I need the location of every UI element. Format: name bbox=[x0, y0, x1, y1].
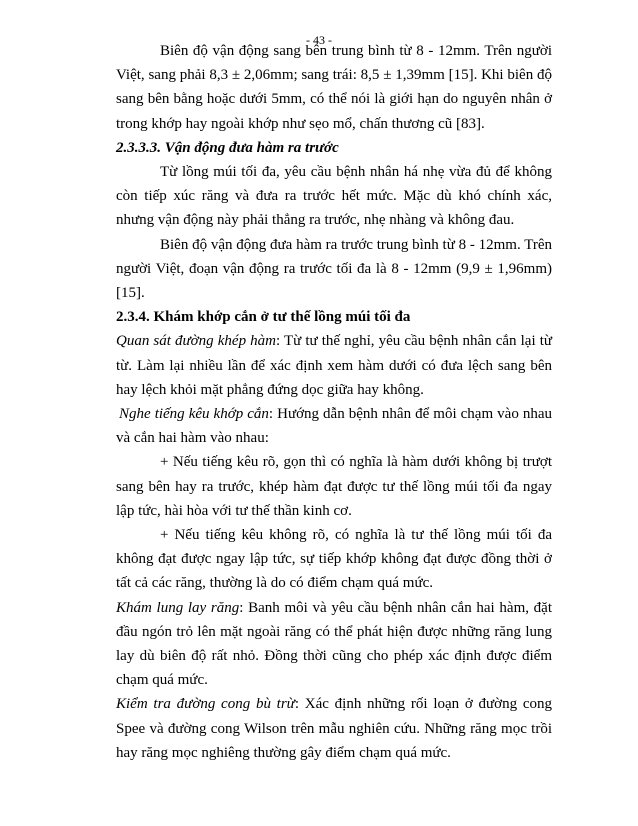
paragraph-lateral-range: Biên độ vận động sang bên trung bình từ 8 - 12mm. Trên người Việt, sang phải 8,3 ± 2,06mm; sang trái: 8,5 ± 1,39mm [15]. Khi biên độ sang bên bằng hoặc dưới 5mm, có thể nói là giới hạn do nguyên nhân ở trong khớp hay ngoài khớp như sẹo mổ, chấn thương cũ [83]. bbox=[116, 43, 552, 132]
text-compensating-curve: : Xác định những rối loạn ở đường cong Spee và đường cong Wilson trên mẫu nghiên cứu. Những răng mọc trồi hay răng mọc nghiêng thường gây điểm chạm quá mức. bbox=[116, 696, 552, 761]
section-heading-2-3-4: 2.3.4. Khám khớp cắn ở tư thế lồng múi tối đa bbox=[116, 309, 411, 326]
paragraph-protrusion-range: Biên độ vận động đưa hàm ra trước trung bình từ 8 - 12mm. Trên người Việt, đoạn vận động ra trước tối đa là 8 - 12mm (9,9 ± 1,96mm) [15]. bbox=[116, 236, 552, 302]
paragraph-compensating-curve bbox=[116, 692, 552, 765]
term-tooth-mobility: Khám lung lay răng bbox=[116, 599, 240, 616]
paragraph-occlusal-sound bbox=[116, 402, 552, 450]
text-tooth-mobility: : Banh môi và yêu cầu bệnh nhân cắn hai hàm, đặt đầu ngón trỏ lên mặt ngoài răng có thể phát hiện được những răng lung lay dù biên độ rất nhỏ. Đồng thời cũng cho phép xác định được điểm chạm quá mức. bbox=[116, 599, 553, 689]
term-occlusal-sound: Nghe tiếng kêu khớp cắn bbox=[119, 406, 269, 423]
page-number: - 43 - bbox=[306, 33, 332, 47]
term-closing-path: Quan sát đường khép hàm bbox=[116, 333, 276, 350]
term-compensating-curve: Kiểm tra đường cong bù trừ bbox=[116, 696, 295, 713]
paragraph-clear-sound: + Nếu tiếng kêu rõ, gọn thì có nghĩa là hàm dưới không bị trượt sang bên hay ra trước, khép hàm đạt được tư thế lồng múi tối đa ngay lập tức, hài hòa với tư thế thần kinh cơ. bbox=[116, 454, 552, 519]
document-body bbox=[116, 39, 552, 765]
section-heading-2-3-3-3: 2.3.3.3. Vận động đưa hàm ra trước bbox=[116, 139, 339, 156]
paragraph-protrusion-method: Từ lồng múi tối đa, yêu cầu bệnh nhân há nhẹ vừa đủ để không còn tiếp xúc răng và đưa ra trước hết mức. Mặc dù khó chính xác, nhưng vận động này phải thẳng ra trước, nhẹ nhàng và không đau. bbox=[116, 164, 552, 229]
paragraph-closing-path bbox=[116, 329, 552, 402]
text-occlusal-sound: : Hướng dẫn bệnh nhân để môi chạm vào nhau và cắn hai hàm vào nhau: bbox=[116, 406, 553, 447]
text-closing-path: : Từ tư thế nghỉ, yêu cầu bệnh nhân cắn lại từ từ. Làm lại nhiều lần để xác định xem hàm dưới có đưa lệch sang bên hay lệch khỏi mặt phẳng đứng dọc giữa hay không. bbox=[116, 333, 553, 398]
paragraph-tooth-mobility bbox=[116, 596, 552, 693]
paragraph-unclear-sound: + Nếu tiếng kêu không rõ, có nghĩa là tư thế lồng múi tối đa không đạt được ngay lập tức, sự tiếp khớp không đạt được đồng thời ở tất cả các răng, thường là do có điểm chạm quá mức. bbox=[116, 527, 552, 592]
